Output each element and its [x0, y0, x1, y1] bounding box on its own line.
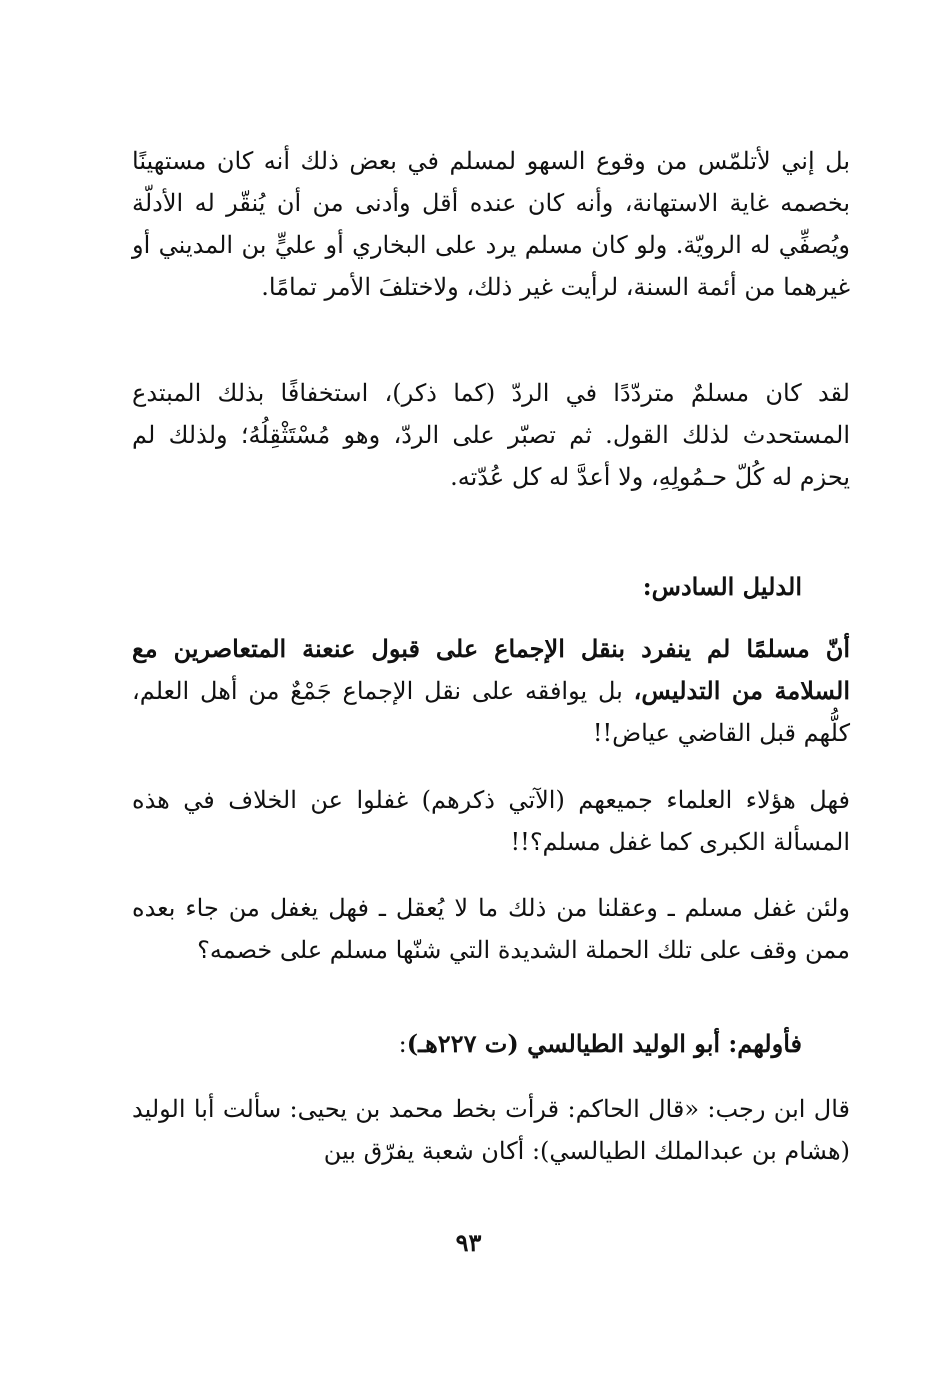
subheading-colon: : — [398, 1030, 407, 1058]
paragraph-4: فهل هؤلاء العلماء جميعهم (الآتي ذكرهم) غفلوا عن الخلاف في هذه المسألة الكبرى كما غفل مسلم؟!! — [132, 786, 850, 856]
section-heading-sixth-evidence: الدليل السادس: — [642, 572, 802, 601]
paragraph-3 — [132, 628, 850, 754]
paragraph-1: بل إني لأتلمّس من وقوع السهو لمسلم في بعض ذلك أنه كان مستهينًا بخصمه غاية الاستهانة، وأنه كان عنده أقل وأدنى من أن يُنقّر له الأدلّة ويُصفِّي له الرويّة. ولو كان مسلم يرد على البخاري أو عليٍّ بن المديني أو غيرهما من أئمة السنة، لرأيت غير ذلك، ولاختلفَ الأمر تمامًا. — [132, 147, 850, 301]
paragraph-3-rest: بل يوافقه على نقل الإجماع جَمْعٌ من أهل العلم، كلُّهم قبل القاضي عياض!! — [132, 677, 850, 747]
paragraph-6: قال ابن رجب: «قال الحاكم: قرأت بخط محمد بن يحيى: سألت أبا الوليد (هشام بن عبدالملك الطيالسي): أكان شعبة يفرّق بين — [132, 1095, 850, 1165]
subheading-first-of-them-title: فأولهم: أبو الوليد الطيالسي (ت ٢٢٧هـ) — [406, 1029, 802, 1058]
paragraph-2: لقد كان مسلمٌ متردّدًا في الردّ (كما ذكر)، استخفافًا بذلك المبتدع المستحدث لذلك القول. ثم تصبّر على الردّ، وهو مُسْتَثْقِلُهُ؛ ولذلك لم يحزم له كُلّ حـمُولِهِ، ولا أعدَّ له كل عُدّته. — [132, 379, 850, 491]
paragraph-3-lead: أنّ مسلمًا لم ينفرد بنقل الإجماع على قبول عنعنة المتعاصرين مع السلامة من التدليس، — [132, 634, 850, 705]
paragraph-5: ولئن غفل مسلم ـ وعقلنا من ذلك ما لا يُعقل ـ فهل يغفل من جاء بعده ممن وقف على تلك الحملة الشديدة التي شنّها مسلم على خصمه؟ — [132, 894, 850, 964]
subheading-first-of-them — [132, 1023, 802, 1065]
page-number: ٩٣ — [455, 1228, 482, 1257]
